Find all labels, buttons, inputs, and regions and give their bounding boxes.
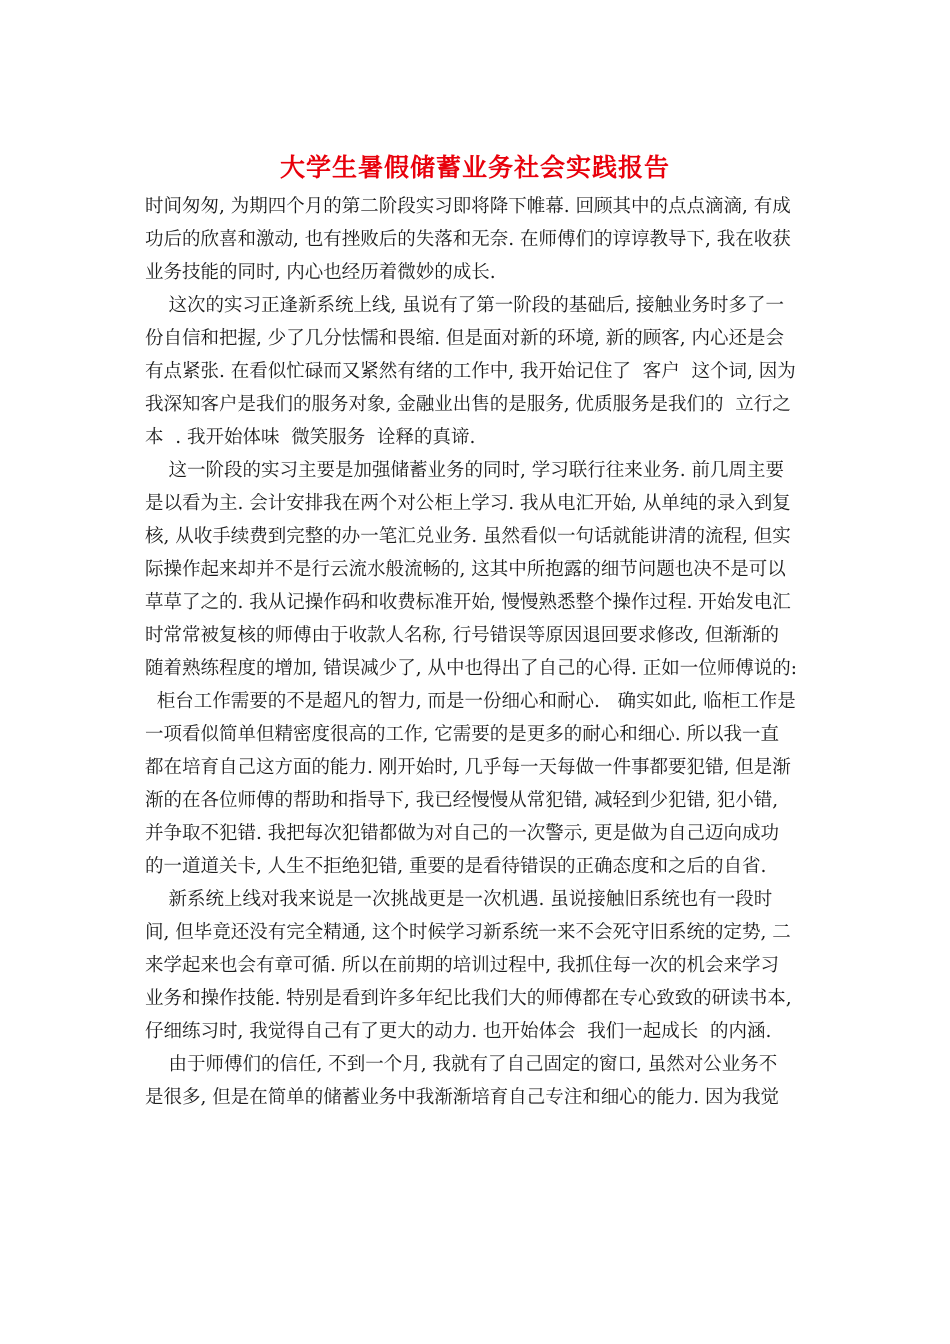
- body-line: 由于师傅们的信任, 不到一个月, 我就有了自己固定的窗口, 虽然对公业务不: [145, 1054, 778, 1075]
- body-line: 一项看似简单但精密度很高的工作, 它需要的是更多的耐心和细心. 所以我一直: [145, 724, 780, 745]
- document-body: [145, 190, 815, 1114]
- body-line: 本 . 我开始体味 微笑服务 诠释的真谛.: [145, 427, 476, 448]
- body-line: 随着熟练程度的增加, 错误减少了, 从中也得出了自己的心得. 正如一位师傅说的:: [145, 658, 798, 679]
- body-line: 柜台工作需要的不是超凡的智力, 而是一份细心和耐心. 确实如此, 临柜工作是: [145, 691, 796, 712]
- body-line: 草草了之的. 我从记操作码和收费标准开始, 慢慢熟悉整个操作过程. 开始发电汇: [145, 592, 791, 613]
- document-title: 大学生暑假储蓄业务社会实践报告: [279, 153, 670, 182]
- body-line: 渐的在各位师傅的帮助和指导下, 我已经慢慢从常犯错, 减轻到少犯错, 犯小错,: [145, 790, 779, 811]
- body-line: 份自信和把握, 少了几分怯懦和畏缩. 但是面对新的环境, 新的顾客, 内心还是会: [145, 328, 785, 349]
- body-line: 时常常被复核的师傅由于收款人名称, 行号错误等原因退回要求修改, 但渐渐的: [145, 625, 780, 646]
- body-line: 是很多, 但是在简单的储蓄业务中我渐渐培育自己专注和细心的能力. 因为我觉: [145, 1087, 780, 1108]
- body-line: 都在培育自己这方面的能力. 刚开始时, 几乎每一天每做一件事都要犯错, 但是渐: [145, 757, 791, 778]
- body-line: 我深知客户是我们的服务对象, 金融业出售的是服务, 优质服务是我们的 立行之: [145, 394, 791, 415]
- body-line: 时间匆匆, 为期四个月的第二阶段实习即将降下帷幕. 回顾其中的点点滴滴, 有成: [145, 196, 791, 217]
- body-line: 际操作起来却并不是行云流水般流畅的, 这其中所抱露的细节问题也决不是可以: [145, 559, 786, 580]
- body-line: 来学起来也会有章可循. 所以在前期的培训过程中, 我抓住每一次的机会来学习: [145, 955, 780, 976]
- body-line: 的一道道关卡, 人生不拒绝犯错, 重要的是看待错误的正确态度和之后的自省.: [145, 856, 767, 877]
- body-line: 仔细练习时, 我觉得自己有了更大的动力. 也开始体会 我们一起成长 的内涵.: [145, 1021, 772, 1042]
- body-line: 是以看为主. 会计安排我在两个对公柜上学习. 我从电汇开始, 从单纯的录入到复: [145, 493, 791, 514]
- body-line: 间, 但毕竟还没有完全精通, 这个时候学习新系统一来不会死守旧系统的定势, 二: [145, 922, 791, 943]
- body-line: 这一阶段的实习主要是加强储蓄业务的同时, 学习联行往来业务. 前几周主要: [145, 460, 785, 481]
- body-line: 业务和操作技能. 特别是看到许多年纪比我们大的师傅都在专心致致的研读书本,: [145, 988, 792, 1009]
- body-line: 核, 从收手续费到完整的办一笔汇兑业务. 虽然看似一句话就能讲清的流程, 但实: [145, 526, 791, 547]
- body-line: 业务技能的同时, 内心也经历着微妙的成长.: [145, 262, 496, 283]
- body-line: 功后的欣喜和激动, 也有挫败后的失落和无奈. 在师傅们的谆谆教导下, 我在收获: [145, 229, 791, 250]
- body-line: 新系统上线对我来说是一次挑战更是一次机遇. 虽说接触旧系统也有一段时: [145, 889, 773, 910]
- body-line: 这次的实习正逢新系统上线, 虽说有了第一阶段的基础后, 接触业务时多了一: [145, 295, 785, 316]
- body-line: 有点紧张. 在看似忙碌而又紧然有绪的工作中, 我开始记住了 客户 这个词, 因为: [145, 361, 796, 382]
- body-line: 并争取不犯错. 我把每次犯错都做为对自己的一次警示, 更是做为自己迈向成功: [145, 823, 780, 844]
